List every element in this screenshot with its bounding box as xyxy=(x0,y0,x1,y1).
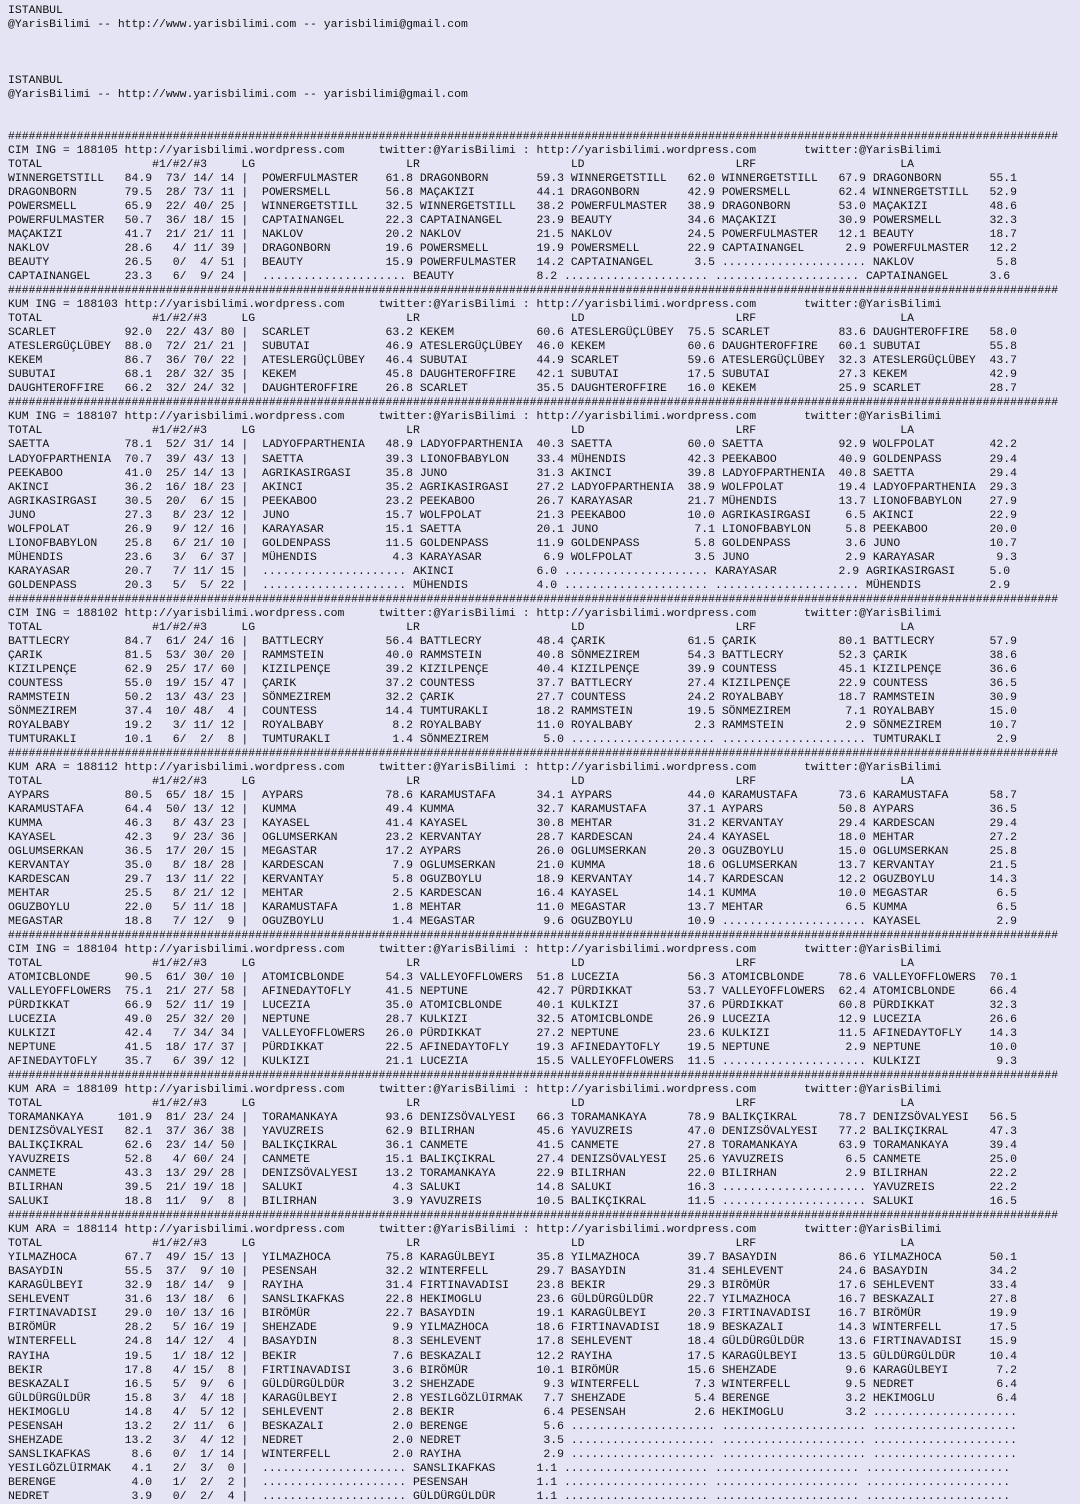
horse-row: ROYALBABY 19.2 3/ 11/ 12 | ROYALBABY 8.2 ROYALBABY 11.0 ROYALBABY 2.3 RAMMSTEIN 2.9 SÖNMEZIREM 10.7 xyxy=(8,718,1017,732)
race-header-line: CIM ING = 188102 http://yarisbilimi.wordpress.com twitter:@YarisBilimi : http://yarisbilimi.wordpress.com twitter:@YarisBilimi xyxy=(8,606,942,620)
horse-row: DAUGHTEROFFIRE 66.2 32/ 24/ 32 | DAUGHTEROFFIRE 26.8 SCARLET 35.5 DAUGHTEROFFIRE 16.0 KEKEM 25.9 SCARLET 28.7 xyxy=(8,382,1017,396)
column-header-line: TOTAL #1/#2/#3 LG LR LD LRF LA xyxy=(8,620,914,634)
horse-row: KIZILPENÇE 62.9 25/ 17/ 60 | KIZILPENÇE 39.2 KIZILPENÇE 40.4 KIZILPENÇE 39.9 COUNTESS 45.1 KIZILPENÇE 36.6 xyxy=(8,662,1017,676)
horse-row: SCARLET 92.0 22/ 43/ 80 | SCARLET 63.2 KEKEM 60.6 ATESLERGÜÇLÜBEY 75.5 SCARLET 83.6 DAUGHTEROFFIRE 58.0 xyxy=(8,326,1017,340)
horse-row: SANSLIKAFKAS 8.6 0/ 1/ 14 | WINTERFELL 2.0 RAYIHA 2.9 ..................... ..................... ..................... xyxy=(8,1447,1017,1461)
contact-line: @YarisBilimi -- http://www.yarisbilimi.com -- yarisbilimi@gmail.com xyxy=(8,88,468,102)
horse-row: RAYIHA 19.5 1/ 18/ 12 | BEKIR 7.6 BESKAZALI 12.2 RAYIHA 17.5 KARAGÜLBEYI 13.5 GÜLDÜRGÜLDÜR 10.4 xyxy=(8,1349,1017,1363)
horse-row: SEHLEVENT 31.6 13/ 18/ 6 | SANSLIKAFKAS 22.8 HEKIMOGLU 23.6 GÜLDÜRGÜLDÜR 22.7 YILMAZHOCA 16.7 BESKAZALI 27.8 xyxy=(8,1293,1017,1307)
horse-row: TUMTURAKLI 10.1 6/ 2/ 8 | TUMTURAKLI 1.4 SÖNMEZIREM 5.0 ..................... ..................... TUMTURAKLI 2.9 xyxy=(8,732,1017,746)
horse-row: SÖNMEZIREM 37.4 10/ 48/ 4 | COUNTESS 14.4 TUMTURAKLI 18.2 RAMMSTEIN 19.5 SÖNMEZIREM 7.1 ROYALBABY 15.0 xyxy=(8,704,1017,718)
horse-row: SAETTA 78.1 52/ 31/ 14 | LADYOFPARTHENIA 48.9 LADYOFPARTHENIA 40.3 SAETTA 60.0 SAETTA 92.9 WOLFPOLAT 42.2 xyxy=(8,438,1017,452)
horse-row: KARAMUSTAFA 64.4 50/ 13/ 12 | KUMMA 49.4 KUMMA 32.7 KARAMUSTAFA 37.1 AYPARS 50.8 AYPARS 36.5 xyxy=(8,802,1017,816)
city-title: ISTANBUL xyxy=(8,74,63,88)
horse-row: BASAYDIN 55.5 37/ 9/ 10 | PESENSAH 32.2 WINTERFELL 29.7 BASAYDIN 31.4 SEHLEVENT 24.6 BASAYDIN 34.2 xyxy=(8,1265,1017,1279)
horse-row: BATTLECRY 84.7 61/ 24/ 16 | BATTLECRY 56.4 BATTLECRY 48.4 ÇARIK 61.5 ÇARIK 80.1 BATTLECRY 57.9 xyxy=(8,634,1017,648)
horse-row: KUMMA 46.3 8/ 43/ 23 | KAYASEL 41.4 KAYASEL 30.8 MEHTAR 31.2 KERVANTAY 29.4 KARDESCAN 29.4 xyxy=(8,816,1017,830)
horse-row: YAVUZREIS 52.8 4/ 60/ 24 | CANMETE 15.1 BALIKÇIKRAL 27.4 DENIZSÖVALYESI 25.6 YAVUZREIS 6.5 CANMETE 25.0 xyxy=(8,1153,1017,1167)
horse-row: KARAYASAR 20.7 7/ 11/ 15 | ..................... AKINCI 6.0 ..................... KARAYASAR 2.9 AGRIKASIRGASI 5.0 xyxy=(8,564,1011,578)
horse-row: MAÇAKIZI 41.7 21/ 21/ 11 | NAKLOV 20.2 NAKLOV 21.5 NAKLOV 24.5 POWERFULMASTER 12.1 BEAUTY 18.7 xyxy=(8,228,1017,242)
race-header-line: KUM ING = 188107 http://yarisbilimi.wordpress.com twitter:@YarisBilimi : http://yarisbilimi.wordpress.com twitter:@YarisBilimi xyxy=(8,410,942,424)
horse-row: KARAGÜLBEYI 32.9 18/ 14/ 9 | RAYIHA 31.4 FIRTINAVADISI 23.8 BEKIR 29.3 BIRÖMÜR 17.6 SEHLEVENT 33.4 xyxy=(8,1279,1017,1293)
horse-row: SHEHZADE 13.2 3/ 4/ 12 | NEDRET 2.0 NEDRET 3.5 ..................... ..................... ..................... xyxy=(8,1433,1017,1447)
horse-row: AKINCI 36.2 16/ 18/ 23 | AKINCI 35.2 AGRIKASIRGASI 27.2 LADYOFPARTHENIA 38.9 WOLFPOLAT 19.4 LADYOFPARTHENIA 29.3 xyxy=(8,480,1017,494)
horse-row: LADYOFPARTHENIA 70.7 39/ 43/ 13 | SAETTA 39.3 LIONOFBABYLON 33.4 MÜHENDIS 42.3 PEEKABOO 40.9 GOLDENPASS 29.4 xyxy=(8,452,1017,466)
race-header-line: CIM ING = 188104 http://yarisbilimi.wordpress.com twitter:@YarisBilimi : http://yarisbilimi.wordpress.com twitter:@YarisBilimi xyxy=(8,943,942,957)
horse-row: JUNO 27.3 8/ 23/ 12 | JUNO 15.7 WOLFPOLAT 21.3 PEEKABOO 10.0 AGRIKASIRGASI 6.5 AKINCI 22.9 xyxy=(8,508,1017,522)
column-header-line: TOTAL #1/#2/#3 LG LR LD LRF LA xyxy=(8,774,914,788)
horse-row: AGRIKASIRGASI 30.5 20/ 6/ 15 | PEEKABOO 23.2 PEEKABOO 26.7 KARAYASAR 21.7 MÜHENDIS 13.7 LIONOFBABYLON 27.9 xyxy=(8,494,1017,508)
separator-line: ######################################################################################################################################################### xyxy=(8,1069,1059,1083)
horse-row: WINNERGETSTILL 84.9 73/ 14/ 14 | POWERFULMASTER 61.8 DRAGONBORN 59.3 WINNERGETSTILL 62.0 WINNERGETSTILL 67.9 DRAGONBORN 55.1 xyxy=(8,172,1017,186)
city-title: ISTANBUL xyxy=(8,4,63,17)
horse-row: POWERFULMASTER 50.7 36/ 18/ 15 | CAPTAINANGEL 22.3 CAPTAINANGEL 23.9 BEAUTY 34.6 MAÇAKIZI 30.9 POWERSMELL 32.3 xyxy=(8,214,1017,228)
column-header-line: TOTAL #1/#2/#3 LG LR LD LRF LA xyxy=(8,1237,914,1251)
horse-row: DRAGONBORN 79.5 28/ 73/ 11 | POWERSMELL 56.8 MAÇAKIZI 44.1 DRAGONBORN 42.9 POWERSMELL 62.4 WINNERGETSTILL 52.9 xyxy=(8,186,1017,200)
horse-row: TORAMANKAYA 101.9 81/ 23/ 24 | TORAMANKAYA 93.6 DENIZSÖVALYESI 66.3 TORAMANKAYA 78.9 BALIKÇIKRAL 78.7 DENIZSÖVALYESI 56.5 xyxy=(8,1111,1017,1125)
column-header-line: TOTAL #1/#2/#3 LG LR LD LRF LA xyxy=(8,957,914,971)
horse-row: KEKEM 86.7 36/ 70/ 22 | ATESLERGÜÇLÜBEY 46.4 SUBUTAI 44.9 SCARLET 59.6 ATESLERGÜÇLÜBEY 32.3 ATESLERGÜÇLÜBEY 43.7 xyxy=(8,354,1017,368)
column-header-line: TOTAL #1/#2/#3 LG LR LD LRF LA xyxy=(8,312,914,326)
horse-row: KERVANTAY 35.0 8/ 18/ 28 | KARDESCAN 7.9 OGLUMSERKAN 21.0 KUMMA 18.6 OGLUMSERKAN 13.7 KERVANTAY 21.5 xyxy=(8,858,1017,872)
horse-row: FIRTINAVADISI 29.0 10/ 13/ 16 | BIRÖMÜR 22.7 BASAYDIN 19.1 KARAGÜLBEYI 20.3 FIRTINAVADISI 16.7 BIRÖMÜR 19.9 xyxy=(8,1307,1017,1321)
horse-row: RAMMSTEIN 50.2 13/ 43/ 23 | SÖNMEZIREM 32.2 ÇARIK 27.7 COUNTESS 24.2 ROYALBABY 18.7 RAMMSTEIN 30.9 xyxy=(8,690,1017,704)
separator-line: ######################################################################################################################################################### xyxy=(8,284,1059,298)
horse-row: NEDRET 3.9 0/ 2/ 4 | ..................... GÜLDÜRGÜLDÜR 1.1 ..................... ..................... ..................... xyxy=(8,1489,1011,1503)
horse-row: LIONOFBABYLON 25.8 6/ 21/ 10 | GOLDENPASS 11.5 GOLDENPASS 11.9 GOLDENPASS 5.8 GOLDENPASS 3.6 JUNO 10.7 xyxy=(8,536,1017,550)
horse-row: CANMETE 43.3 13/ 29/ 28 | DENIZSÖVALYESI 13.2 TORAMANKAYA 22.9 BILIRHAN 22.0 BILIRHAN 2.9 BILIRHAN 22.2 xyxy=(8,1167,1017,1181)
race-header-line: CIM ING = 188105 http://yarisbilimi.wordpress.com twitter:@YarisBilimi : http://yarisbilimi.wordpress.com twitter:@YarisBilimi xyxy=(8,144,942,158)
horse-row: BERENGE 4.0 1/ 2/ 2 | ..................... PESENSAH 1.1 ..................... ..................... ..................... xyxy=(8,1475,1011,1489)
horse-row: VALLEYOFFLOWERS 75.1 21/ 27/ 58 | AFINEDAYTOFLY 41.5 NEPTUNE 42.7 PÜRDIKKAT 53.7 VALLEYOFFLOWERS 62.4 ATOMICBLONDE 66.4 xyxy=(8,985,1017,999)
horse-row: OGLUMSERKAN 36.5 17/ 20/ 15 | MEGASTAR 17.2 AYPARS 26.0 OGLUMSERKAN 20.3 OGUZBOYLU 15.0 OGLUMSERKAN 25.8 xyxy=(8,844,1017,858)
horse-row: BEKIR 17.8 4/ 15/ 8 | FIRTINAVADISI 3.6 BIRÖMÜR 10.1 BIRÖMÜR 15.6 SHEHZADE 9.6 KARAGÜLBEYI 7.2 xyxy=(8,1363,1017,1377)
horse-row: WOLFPOLAT 26.9 9/ 12/ 16 | KARAYASAR 15.1 SAETTA 20.1 JUNO 7.1 LIONOFBABYLON 5.8 PEEKABOO 20.0 xyxy=(8,522,1017,536)
horse-row: WINTERFELL 24.8 14/ 12/ 4 | BASAYDIN 8.3 SEHLEVENT 17.8 SEHLEVENT 18.4 GÜLDÜRGÜLDÜR 13.6 FIRTINAVADISI 15.9 xyxy=(8,1335,1017,1349)
horse-row: BESKAZALI 16.5 5/ 9/ 6 | GÜLDÜRGÜLDÜR 3.2 SHEHZADE 9.3 WINTERFELL 7.3 WINTERFELL 9.5 NEDRET 6.4 xyxy=(8,1377,1017,1391)
horse-row: OGUZBOYLU 22.0 5/ 11/ 18 | KARAMUSTAFA 1.8 MEHTAR 11.0 MEGASTAR 13.7 MEHTAR 6.5 KUMMA 6.5 xyxy=(8,901,1017,914)
horse-row: YILMAZHOCA 67.7 49/ 15/ 13 | YILMAZHOCA 75.8 KARAGÜLBEYI 35.8 YILMAZHOCA 39.7 BASAYDIN 86.6 YILMAZHOCA 50.1 xyxy=(8,1251,1017,1265)
horse-row: AYPARS 80.5 65/ 18/ 15 | AYPARS 78.6 KARAMUSTAFA 34.1 AYPARS 44.0 KARAMUSTAFA 73.6 KARAMUSTAFA 58.7 xyxy=(8,788,1017,802)
horse-row: COUNTESS 55.0 19/ 15/ 47 | ÇARIK 37.2 COUNTESS 37.7 BATTLECRY 27.4 KIZILPENÇE 22.9 COUNTESS 36.5 xyxy=(8,676,1017,690)
column-header-line: TOTAL #1/#2/#3 LG LR LD LRF LA xyxy=(8,1097,914,1111)
horse-row: DENIZSÖVALYESI 82.1 37/ 36/ 38 | YAVUZREIS 62.9 BILIRHAN 45.6 YAVUZREIS 47.0 DENIZSÖVALYESI 77.2 BALIKÇIKRAL 47.3 xyxy=(8,1125,1017,1139)
horse-row: AFINEDAYTOFLY 35.7 6/ 39/ 12 | KULKIZI 21.1 LUCEZIA 15.5 VALLEYOFFLOWERS 11.5 ..................... KULKIZI 9.3 xyxy=(8,1055,1017,1069)
horse-row: ATESLERGÜÇLÜBEY 88.0 72/ 21/ 21 | SUBUTAI 46.9 ATESLERGÜÇLÜBEY 46.0 KEKEM 60.6 DAUGHTEROFFIRE 60.1 SUBUTAI 55.8 xyxy=(8,340,1017,354)
race-header-line: KUM ARA = 188114 http://yarisbilimi.wordpress.com twitter:@YarisBilimi : http://yarisbilimi.wordpress.com twitter:@YarisBilimi xyxy=(8,1223,942,1237)
horse-row: BEAUTY 26.5 0/ 4/ 51 | BEAUTY 15.9 POWERFULMASTER 14.2 CAPTAINANGEL 3.5 ..................... NAKLOV 5.8 xyxy=(8,256,1017,270)
horse-row: MEHTAR 25.5 8/ 21/ 12 | MEHTAR 2.5 KARDESCAN 16.4 KAYASEL 14.1 KUMMA 10.0 MEGASTAR 6.5 xyxy=(8,886,1017,900)
horse-row: PESENSAH 13.2 2/ 11/ 6 | BESKAZALI 2.0 BERENGE 5.6 ..................... ..................... ..................... xyxy=(8,1419,1017,1433)
horse-row: KARDESCAN 29.7 13/ 11/ 22 | KERVANTAY 5.8 OGUZBOYLU 18.9 KERVANTAY 14.7 KARDESCAN 12.2 OGUZBOYLU 14.3 xyxy=(8,872,1017,886)
horse-row: ATOMICBLONDE 90.5 61/ 30/ 10 | ATOMICBLONDE 54.3 VALLEYOFFLOWERS 51.8 LUCEZIA 56.3 ATOMICBLONDE 78.6 VALLEYOFFLOWERS 70.1 xyxy=(8,971,1017,985)
horse-row: NAKLOV 28.6 4/ 11/ 39 | DRAGONBORN 19.6 POWERSMELL 19.9 POWERSMELL 22.9 CAPTAINANGEL 2.9 POWERFULMASTER 12.2 xyxy=(8,242,1017,256)
separator-line: ######################################################################################################################################################### xyxy=(8,1209,1059,1223)
contact-line: @YarisBilimi -- http://www.yarisbilimi.com -- yarisbilimi@gmail.com xyxy=(8,18,468,32)
horse-row: BALIKÇIKRAL 62.6 23/ 14/ 50 | BALIKÇIKRAL 36.1 CANMETE 41.5 CANMETE 27.8 TORAMANKAYA 63.9 TORAMANKAYA 39.4 xyxy=(8,1139,1017,1153)
separator-line: ######################################################################################################################################################### xyxy=(8,929,1059,943)
race-header-line: KUM ARA = 188109 http://yarisbilimi.wordpress.com twitter:@YarisBilimi : http://yarisbilimi.wordpress.com twitter:@YarisBilimi xyxy=(8,1083,942,1097)
column-header-line: TOTAL #1/#2/#3 LG LR LD LRF LA xyxy=(8,424,914,438)
race-header-line: KUM ARA = 188112 http://yarisbilimi.wordpress.com twitter:@YarisBilimi : http://yarisbilimi.wordpress.com twitter:@YarisBilimi xyxy=(8,760,942,774)
separator-line: ######################################################################################################################################################### xyxy=(8,746,1059,760)
horse-row: BIRÖMÜR 28.2 5/ 16/ 19 | SHEHZADE 9.9 YILMAZHOCA 18.6 FIRTINAVADISI 18.9 BESKAZALI 14.3 WINTERFELL 17.5 xyxy=(8,1321,1017,1335)
horse-row: KULKIZI 42.4 7/ 34/ 34 | VALLEYOFFLOWERS 26.0 PÜRDIKKAT 27.2 NEPTUNE 23.6 KULKIZI 11.5 AFINEDAYTOFLY 14.3 xyxy=(8,1027,1017,1041)
separator-line: ######################################################################################################################################################### xyxy=(8,130,1059,144)
horse-row: YESILGÖZLÜIRMAK 4.1 2/ 3/ 0 | ..................... SANSLIKAFKAS 1.1 ..................... ..................... ..................... xyxy=(8,1461,1011,1475)
horse-row: GÜLDÜRGÜLDÜR 15.8 3/ 4/ 18 | KARAGÜLBEYI 2.8 YESILGÖZLÜIRMAK 7.7 SHEHZADE 5.4 BERENGE 3.2 HEKIMOGLU 6.4 xyxy=(8,1391,1017,1405)
separator-line: ######################################################################################################################################################### xyxy=(8,592,1059,606)
race-header-line: KUM ING = 188103 http://yarisbilimi.wordpress.com twitter:@YarisBilimi : http://yarisbilimi.wordpress.com twitter:@YarisBilimi xyxy=(8,298,942,312)
horse-row: KAYASEL 42.3 9/ 23/ 36 | OGLUMSERKAN 23.2 KERVANTAY 28.7 KARDESCAN 24.4 KAYASEL 18.0 MEHTAR 27.2 xyxy=(8,830,1017,844)
horse-row: NEPTUNE 41.5 18/ 17/ 37 | PÜRDIKKAT 22.5 AFINEDAYTOFLY 19.3 AFINEDAYTOFLY 19.5 NEPTUNE 2.9 NEPTUNE 10.0 xyxy=(8,1041,1017,1055)
column-header-line: TOTAL #1/#2/#3 LG LR LD LRF LA xyxy=(8,158,914,172)
separator-line: ######################################################################################################################################################### xyxy=(8,396,1059,410)
horse-row: CAPTAINANGEL 23.3 6/ 9/ 24 | ..................... BEAUTY 8.2 ..................... ..................... CAPTAINANGEL 3.6 xyxy=(8,270,1011,284)
horse-row: SALUKI 18.8 11/ 9/ 8 | BILIRHAN 3.9 YAVUZREIS 10.5 BALIKÇIKRAL 11.5 ..................... SALUKI 16.5 xyxy=(8,1195,1017,1209)
horse-row: ÇARIK 81.5 53/ 30/ 20 | RAMMSTEIN 40.0 RAMMSTEIN 40.8 SÖNMEZIREM 54.3 BATTLECRY 52.3 ÇARIK 38.6 xyxy=(8,648,1017,662)
horse-row: BILIRHAN 39.5 21/ 19/ 18 | SALUKI 4.3 SALUKI 14.8 SALUKI 16.3 ..................... YAVUZREIS 22.2 xyxy=(8,1181,1017,1195)
horse-row: POWERSMELL 65.9 22/ 40/ 25 | WINNERGETSTILL 32.5 WINNERGETSTILL 38.2 POWERFULMASTER 38.9 DRAGONBORN 53.0 MAÇAKIZI 48.6 xyxy=(8,200,1017,214)
horse-row: PEEKABOO 41.0 25/ 14/ 13 | AGRIKASIRGASI 35.8 JUNO 31.3 AKINCI 39.8 LADYOFPARTHENIA 40.8 SAETTA 29.4 xyxy=(8,466,1017,480)
horse-row: MEGASTAR 18.8 7/ 12/ 9 | OGUZBOYLU 1.4 MEGASTAR 9.6 OGUZBOYLU 10.9 ..................... KAYASEL 2.9 xyxy=(8,915,1017,929)
horse-row: LUCEZIA 49.0 25/ 32/ 20 | NEPTUNE 28.7 KULKIZI 32.5 ATOMICBLONDE 26.9 LUCEZIA 12.9 LUCEZIA 26.6 xyxy=(8,1013,1017,1027)
horse-row: MÜHENDIS 23.6 3/ 6/ 37 | MÜHENDIS 4.3 KARAYASAR 6.9 WOLFPOLAT 3.5 JUNO 2.9 KARAYASAR 9.3 xyxy=(8,550,1017,564)
horse-row: PÜRDIKKAT 66.9 52/ 11/ 19 | LUCEZIA 35.0 ATOMICBLONDE 40.1 KULKIZI 37.6 PÜRDIKKAT 60.8 PÜRDIKKAT 32.3 xyxy=(8,999,1017,1013)
horse-row: SUBUTAI 68.1 28/ 32/ 35 | KEKEM 45.8 DAUGHTEROFFIRE 42.1 SUBUTAI 17.5 SUBUTAI 27.3 KEKEM 42.9 xyxy=(8,368,1017,382)
horse-row: HEKIMOGLU 14.8 4/ 5/ 12 | SEHLEVENT 2.8 BEKIR 6.4 PESENSAH 2.6 HEKIMOGLU 3.2 ..................... xyxy=(8,1405,1017,1419)
horse-row: GOLDENPASS 20.3 5/ 5/ 22 | ..................... MÜHENDIS 4.0 ..................... ..................... MÜHENDIS 2.9 xyxy=(8,578,1011,592)
